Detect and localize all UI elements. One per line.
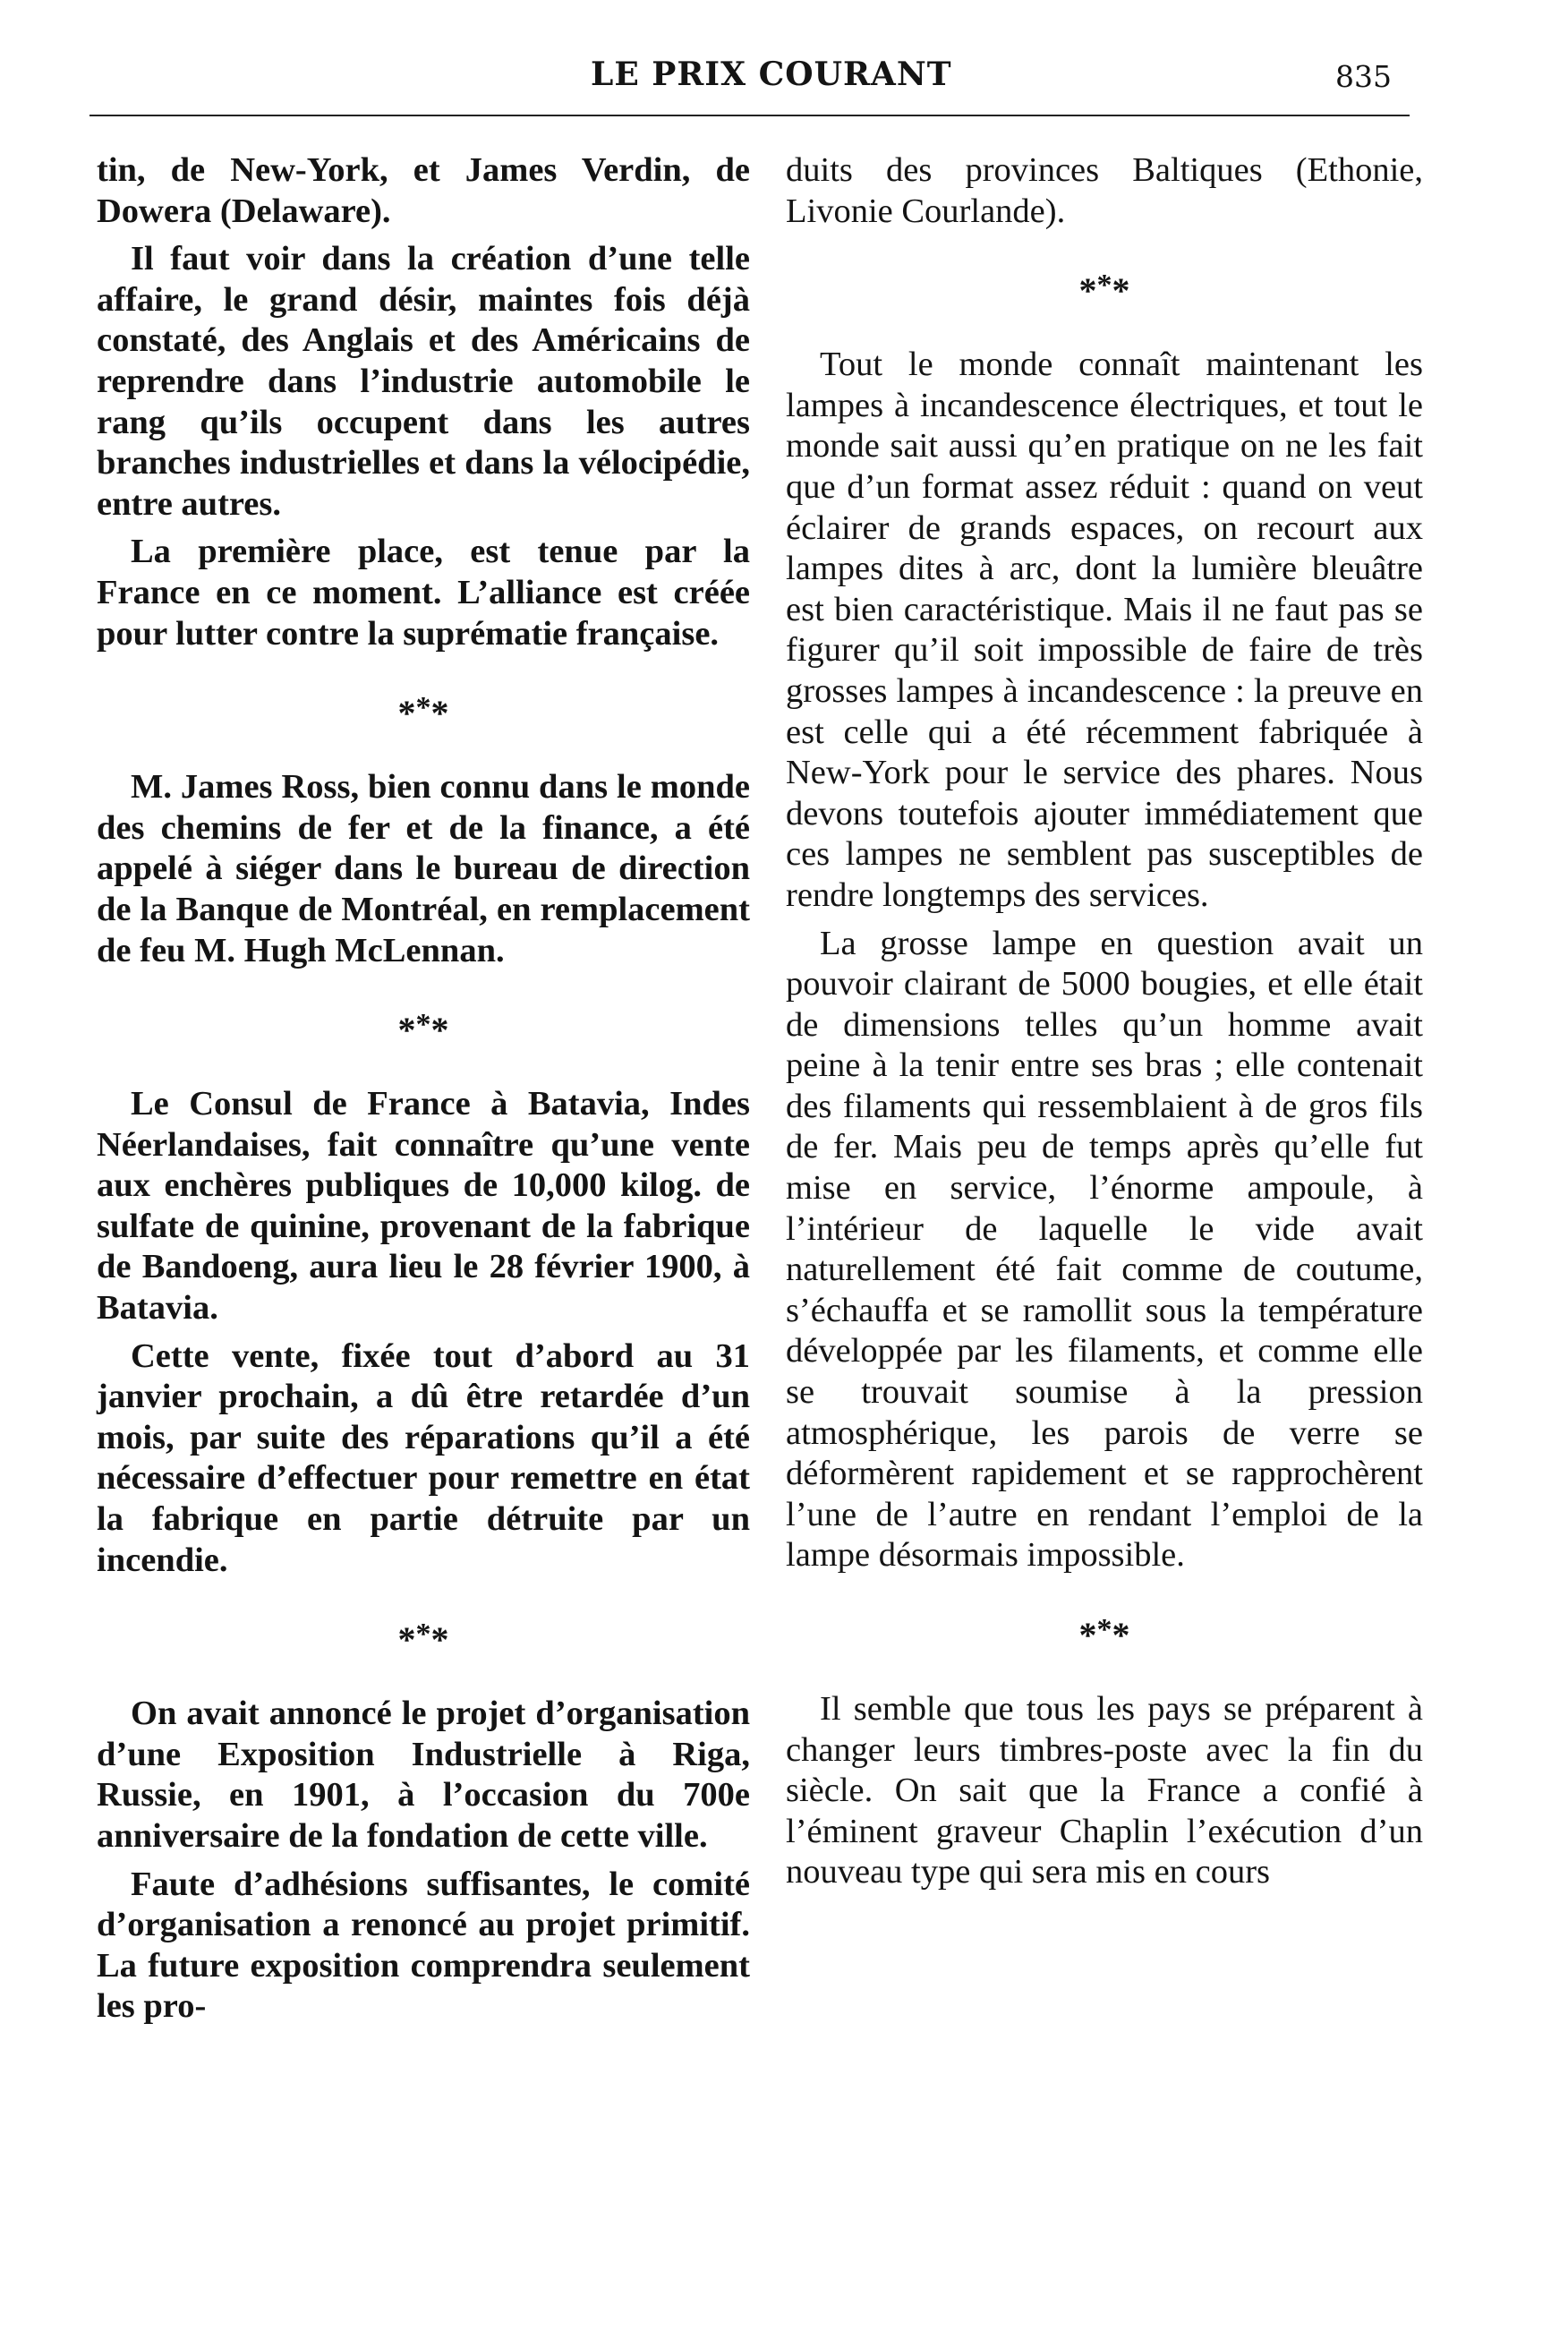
right-column [786, 143, 1423, 1893]
running-header [89, 55, 1410, 100]
left-column [97, 143, 750, 2028]
header-rule [89, 115, 1410, 116]
article-paragraph: tin, de New-York, et James Verdin, de Dowera (Delaware). [97, 151, 750, 230]
article-paragraph: duits des provinces Baltiques (Ethonie, Livonie Courlande). [786, 151, 1423, 230]
section-separator-asterism: *** [397, 691, 449, 734]
section-separator-asterism: *** [397, 1618, 449, 1661]
article-paragraph: La première place, est tenue par la France en ce moment. L’alliance est créée pour lutter contre la suprématie française. [97, 533, 750, 653]
section-separator-asterism: *** [397, 1008, 449, 1051]
article-paragraph: Le Consul de France à Batavia, Indes Néerlandaises, fait connaître qu’une vente aux enchères publiques de 10,000 kilog. de sulfate de quinine, provenant de la fabrique de Bandoeng, aura lieu le 28 février 1900, à Batavia. [97, 1085, 750, 1328]
article-paragraph: M. James Ross, bien connu dans le monde des chemins de fer et de la finance, a été appelé à siéger dans le bureau de direction de la Banque de Montréal, en remplacement de feu M. Hugh McLennan. [97, 768, 750, 969]
article-paragraph: La grosse lampe en question avait un pouvoir clairant de 5000 bougies, et elle était de dimensions telles qu’un homme avait peine à la tenir entre ses bras ; elle contenait des filaments qui ressemblaient à de gros fils de fer. Mais peu de temps après qu’elle fut mise en service, l’énorme ampoule, à l’intérieur de laquelle le vide avait naturellement été fait comme de coutume, s’échauffa et se ramollit sous la température développée par les filaments, et comme elle se trouvait soumise à la pression atmosphérique, les parois de verre se déformèrent rapidement et se rapprochèrent l’une de l’autre en rendant l’emploi de la lampe désormais impossible. [786, 924, 1423, 1575]
section-separator-asterism: *** [1078, 1613, 1130, 1655]
running-title: LE PRIX COURANT [591, 55, 952, 93]
article-paragraph: Il semble que tous les pays se préparent à changer leurs timbres-poste avec la fin du siècle. On sait que la France a confié à l’éminent graveur Chaplin l’exécution d’un nouveau type qui sera mis en cours [786, 1690, 1423, 1891]
article-paragraph: On avait annoncé le projet d’organisation d’une Exposition Industrielle à Riga, Russie, en 1901, à l’occasion du 700e anniversaire de la fondation de cette ville. [97, 1695, 750, 1855]
article-paragraph: Tout le monde connaît maintenant les lampes à incandescence électriques, et tout le monde sait aussi qu’en pratique on ne les fait que d’un format assez réduit : quand on veut éclairer de grands espaces, on recourt aux lampes dites à arc, dont la lumière bleuâtre est bien caractéristique. Mais il ne faut pas se figurer qu’il soit impossible de faire de très grosses lampes à incandescence : la preuve en est celle qui a été récemment fabriquée à New-York pour le service des phares. Nous devons toutefois ajouter immédiatement que ces lampes ne semblent pas susceptibles de rendre longtemps des services. [786, 346, 1423, 914]
article-paragraph: Cette vente, fixée tout d’abord au 31 janvier prochain, a dû être retardée d’un mois, par suite des réparations qu’il a été nécessaire d’effectuer pour remettre en état la fabrique en partie détruite par un incendie. [97, 1336, 750, 1579]
article-paragraph: Faute d’adhésions suffisantes, le comité d’organisation a renoncé au projet primitif. La future exposition comprendra seulement les pro- [97, 1865, 750, 2026]
article-paragraph: Il faut voir dans la création d’une telle affaire, le grand désir, maintes fois déjà constaté, des Anglais et des Américains de reprendre dans l’industrie automobile le rang qu’ils occupent dans les autres branches industrielles et dans la vélocipédie, entre autres. [97, 240, 750, 523]
section-separator-asterism: *** [1078, 269, 1130, 312]
page-number: 835 [1335, 59, 1392, 94]
